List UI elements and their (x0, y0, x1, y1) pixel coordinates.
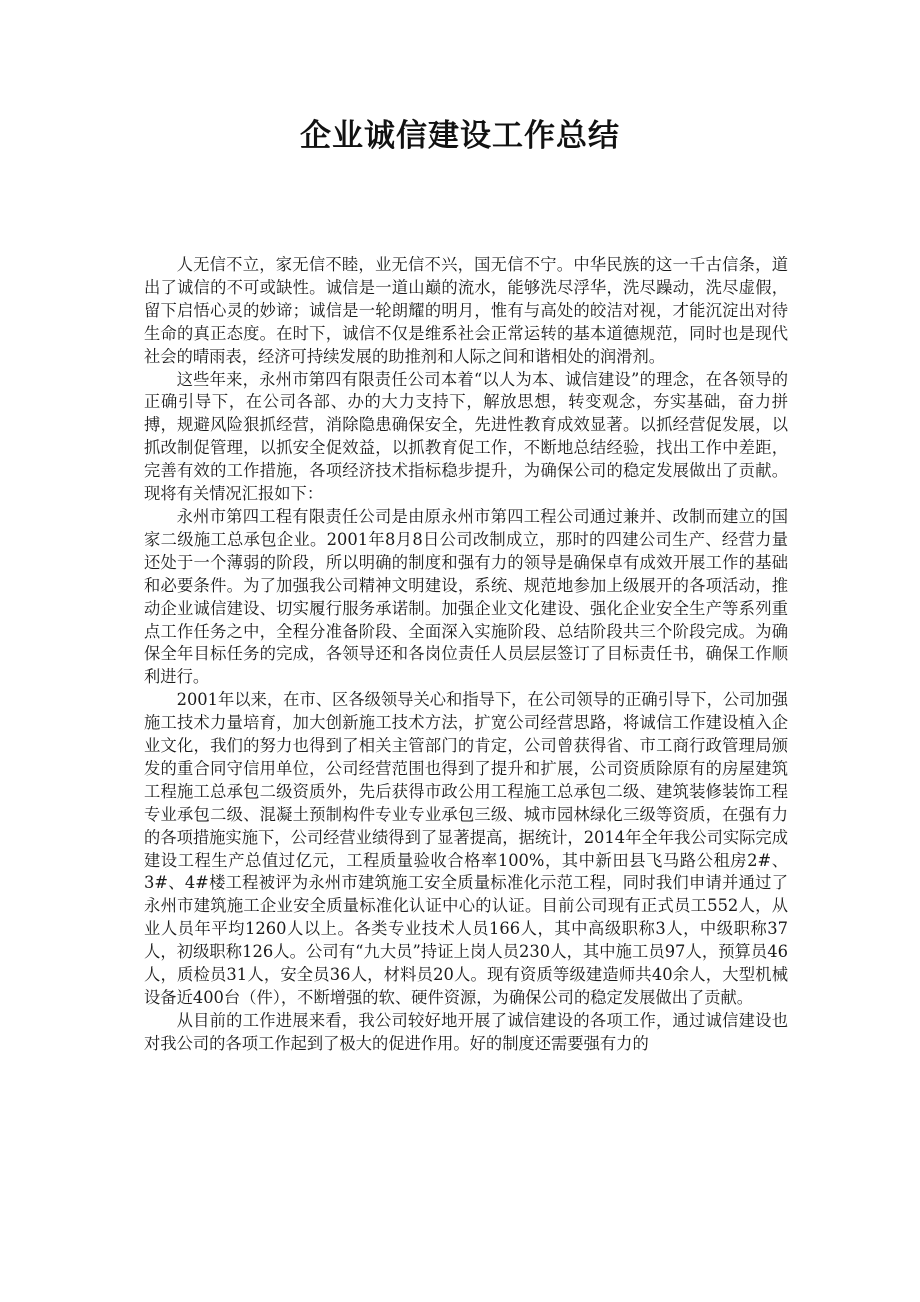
document-body (144, 254, 788, 1056)
paragraph: 2001年以来，在市、区各级领导关心和指导下，在公司领导的正确引导下，公司加强施工技术力量培育，加大创新施工技术方法，扩宽公司经营思路，将诚信工作建设植入企业文化，我们的努力也得到了相关主管部门的肯定，公司曾获得省、市工商行政管理局颁发的重合同守信用单位，公司经营范围也得到了提升和扩展，公司资质除原有的房屋建筑工程施工总承包二级资质外，先后获得市政公用工程施工总承包二级、建筑装修装饰工程专业承包二级、混凝土预制构件专业专业承包三级、城市园林绿化三级等资质，在强有力的各项措施实施下，公司经营业绩得到了显著提高，据统计，2014年全年我公司实际完成建设工程生产总值过亿元，工程质量验收合格率100%，其中新田县飞马路公租房2#、3#、4#楼工程被评为永州市建筑施工安全质量标准化示范工程，同时我们申请并通过了永州市建筑施工企业安全质量标准化认证中心的认证。目前公司现有正式员工552人，从业人员年平均1260人以上。各类专业技术人员166人，其中高级职称3人，中级职称37人，初级职称126人。公司有“九大员”持证上岗人员230人，其中施工员97人，预算员46人，质检员31人，安全员36人，材料员20人。现有资质等级建造师共40余人，大型机械设备近400台（件），不断增强的软、硬件资源，为确保公司的稳定发展做出了贡献。 (144, 690, 788, 1007)
paragraph: 人无信不立，家无信不睦，业无信不兴，国无信不宁。中华民族的这一千古信条，道出了诚信的不可或缺性。诚信是一道山巅的流水，能够洗尽浮华，洗尽躁动，洗尽虚假，留下启悟心灵的妙谛；诚信是一轮朗耀的明月，惟有与高处的皎洁对视，才能沉淀出对待生命的真正态度。在时下，诚信不仅是维系社会正常运转的基本道德规范，同时也是现代社会的晴雨表，经济可持续发展的助推剂和人际之间和谐相处的润滑剂。 (144, 255, 788, 366)
paragraph: 永州市第四工程有限责任公司是由原永州市第四工程公司通过兼并、改制而建立的国家二级施工总承包企业。2001年8月8日公司改制成立，那时的四建公司生产、经营力量还处于一个薄弱的阶段，所以明确的制度和强有力的领导是确保卓有成效开展工作的基础和必要条件。为了加强我公司精神文明建设，系统、规范地参加上级展开的各项活动，推动企业诚信建设、切实履行服务承诺制。加强企业文化建设、强化企业安全生产等系列重点工作任务之中，全程分准备阶段、全面深入实施阶段、总结阶段共三个阶段完成。为确保全年目标任务的完成，各领导还和各岗位责任人员层层签订了目标责任书，确保工作顺利进行。 (144, 506, 788, 687)
document-title: 企业诚信建设工作总结 (300, 118, 620, 154)
paragraph: 这些年来，永州市第四有限责任公司本着“以人为本、诚信建设”的理念，在各领导的正确引导下，在公司各部、办的大力支持下，解放思想，转变观念，夯实基础，奋力拼搏，规避风险狠抓经营，消除隐患确保安全，先进性教育成效显著。以抓经营促发展，以抓改制促管理，以抓安全促效益，以抓教育促工作，不断地总结经验，找出工作中差距，完善有效的工作措施，各项经济技术指标稳步提升，为确保公司的稳定发展做出了贡献。现将有关情况汇报如下： (144, 369, 788, 504)
paragraph: 从目前的工作进展来看，我公司较好地开展了诚信建设的各项工作，通过诚信建设也对我公司的各项工作起到了极大的促进作用。好的制度还需要强有力的 (144, 1010, 788, 1053)
